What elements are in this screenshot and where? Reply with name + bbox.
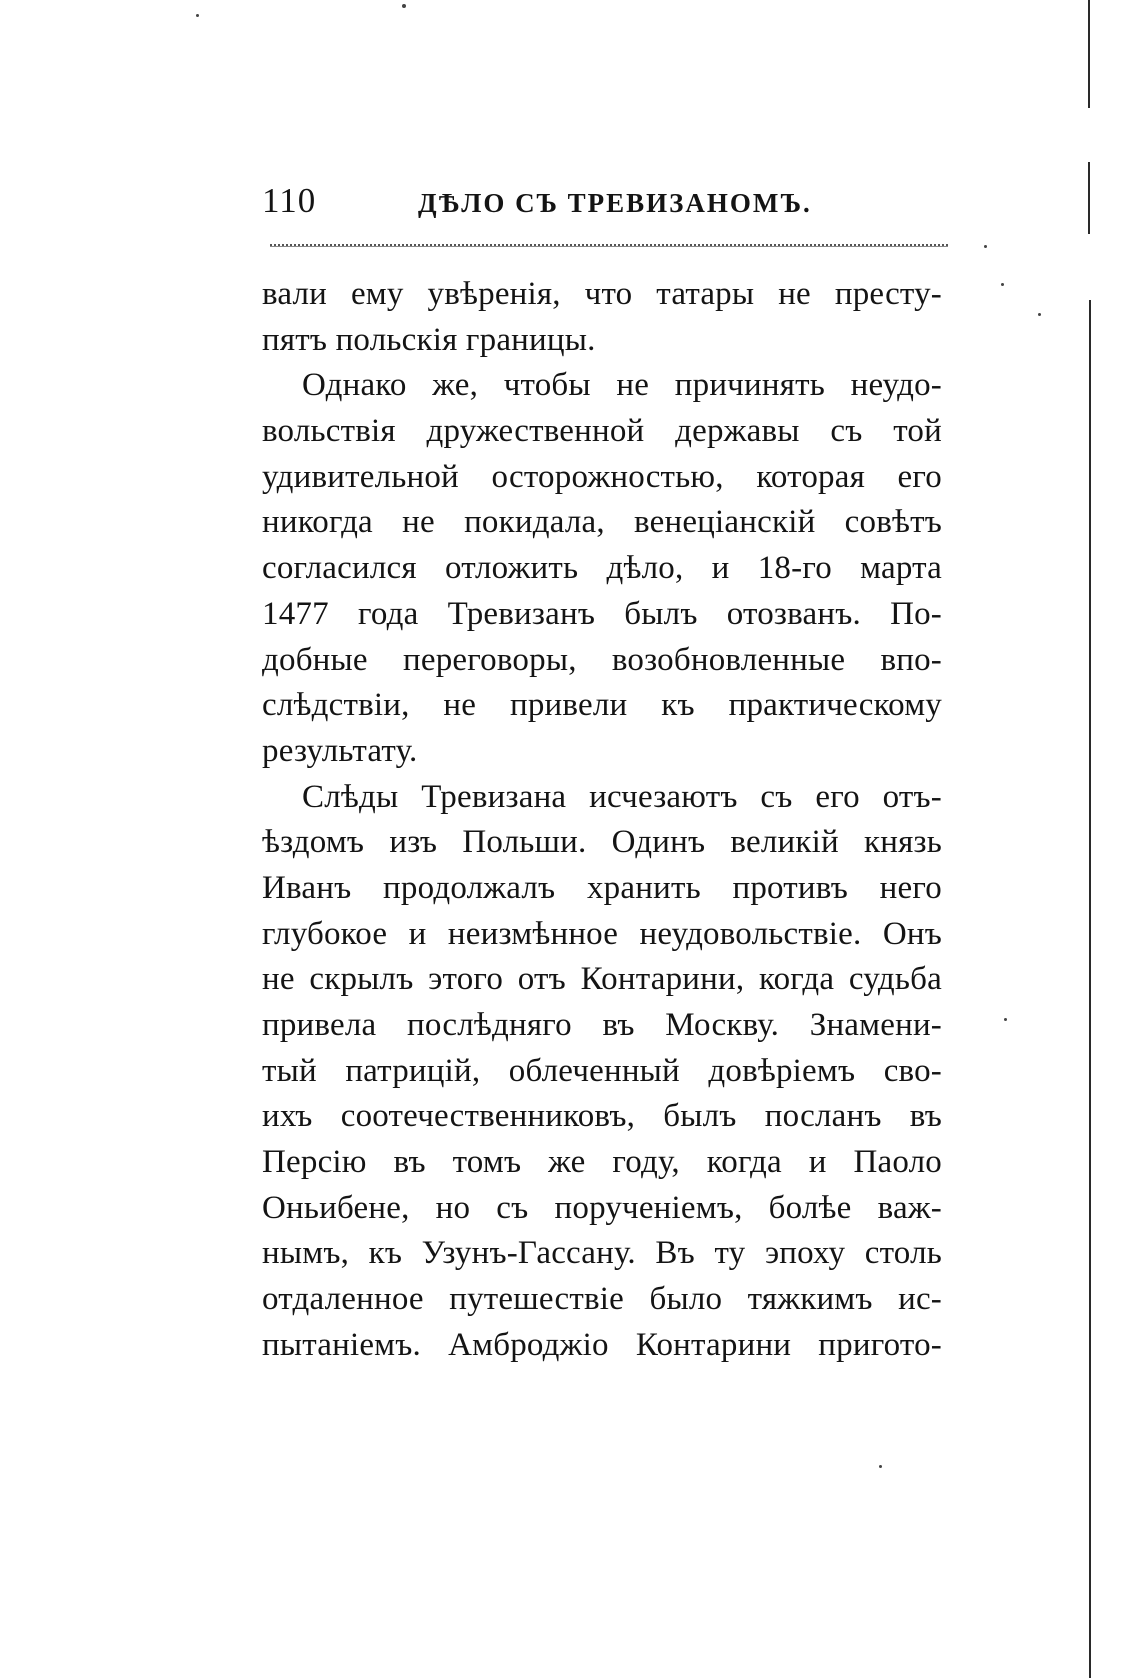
text-line: тый патрицій, облеченный довѣріемъ сво- (262, 1052, 942, 1089)
text-line: вали ему увѣренія, что татары не престу- (262, 276, 942, 312)
text-line: привела послѣдняго въ Москву. Знамени- (262, 1007, 942, 1043)
text-line: отдаленное путешествіе было тяжкимъ ис- (262, 1281, 942, 1318)
paragraph (262, 775, 942, 1369)
scan-speck (402, 4, 406, 8)
scan-speck (1001, 283, 1004, 286)
text-line: согласился отложить дѣло, и 18-го марта (262, 550, 942, 587)
text-line: нымъ, къ Узунъ-Гассану. Въ ту эпоху столь (262, 1235, 942, 1272)
scan-edge-line (1088, 162, 1090, 234)
paragraph (262, 363, 942, 774)
text-line: удивительной осторожностью, которая его (262, 458, 942, 495)
body-text (262, 272, 942, 1369)
text-line: добные переговоры, возобновленные впо- (262, 641, 942, 678)
text-line: Иванъ продолжалъ хранить противъ него (262, 869, 942, 906)
scan-speck (984, 245, 987, 248)
text-line: 1477 года Тревизанъ былъ отозванъ. По- (262, 595, 942, 632)
text-line: пытаніемъ. Амброджіо Контарини пригото- (262, 1326, 942, 1363)
page-header (262, 176, 942, 226)
text-line: ихъ соотечественниковъ, былъ посланъ въ (262, 1098, 942, 1135)
text-line: вольствія дружественной державы съ той (262, 413, 942, 450)
text-line: Персію въ томъ же году, когда и Паоло (262, 1144, 942, 1181)
paragraph (262, 272, 942, 363)
text-line: глубокое и неизмѣнное неудовольствіе. Онъ (262, 915, 942, 952)
page-number: 110 (262, 181, 317, 220)
scan-speck (196, 14, 199, 17)
scan-edge-line (1088, 0, 1090, 108)
scan-speck (1004, 1018, 1007, 1021)
text-line: ѣздомъ изъ Польши. Одинъ великій князь (262, 824, 942, 861)
text-line: никогда не покидала, венеціанскій совѣтъ (262, 504, 942, 541)
text-line: не скрылъ этого отъ Контарини, когда судьба (262, 961, 942, 998)
scan-edge-line (1089, 300, 1091, 1678)
text-line: Однако же, чтобы не причинять неудо- (302, 367, 942, 404)
header-rule (270, 244, 948, 247)
text-line: результату. (262, 732, 418, 769)
running-title: ДѢЛО СЪ ТРЕВИЗАНОМЪ. (418, 188, 812, 218)
scan-speck (1038, 313, 1041, 316)
text-line: пятъ польскія границы. (262, 321, 596, 358)
text-line: слѣдствіи, не привели къ практическому (262, 687, 942, 724)
scan-speck (879, 1465, 882, 1468)
text-line: Оньибене, но съ порученіемъ, болѣе важ- (262, 1189, 942, 1226)
text-line: Слѣды Тревизана исчезаютъ съ его отъ- (302, 778, 942, 815)
